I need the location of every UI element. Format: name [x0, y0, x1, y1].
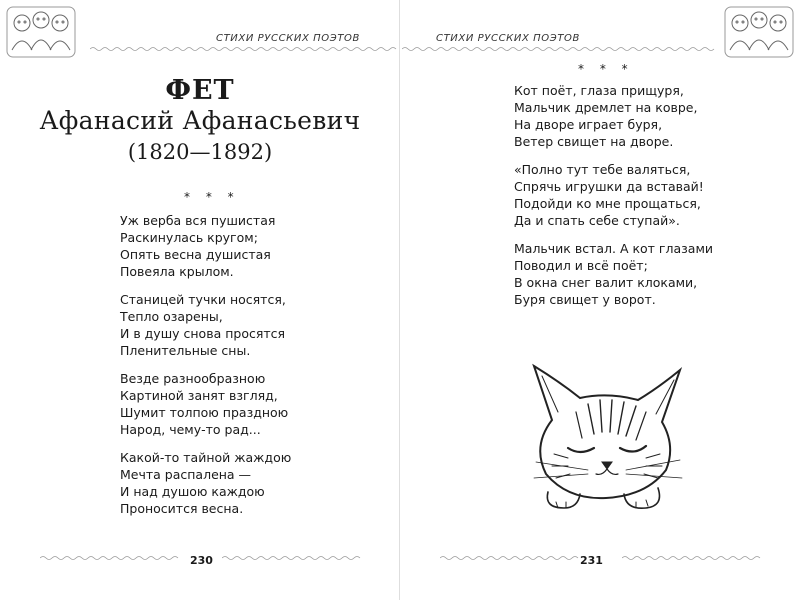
author-surname: ФЕТ [165, 75, 235, 106]
poem-line: Какой-то тайной жаждою [120, 450, 292, 465]
poem-separator-stars: * * * [578, 62, 634, 76]
stanza [120, 449, 291, 517]
stanza [514, 240, 713, 308]
poem-line: И в душу снова просятся [120, 326, 286, 341]
stanza [120, 370, 291, 438]
header-wave-divider [402, 46, 717, 52]
footer-wave-left [440, 555, 580, 561]
poem-line: Буря свищет у ворот. [514, 292, 656, 307]
poem-line: Поводил и всё поёт; [514, 258, 648, 273]
poem-line: Шумит толпою праздною [120, 405, 289, 420]
stanza [514, 161, 713, 229]
poem-line: Тепло озарены, [120, 309, 223, 324]
poem-line: Кот поёт, глаза прищуря, [514, 83, 684, 98]
footer-wave-right [222, 555, 362, 561]
author-years: (1820—1892) [127, 140, 273, 164]
sleeping-kitten-illustration [518, 342, 686, 512]
children-emblem-icon [6, 6, 76, 58]
poem-line: Подойди ко мне прощаться, [514, 196, 701, 211]
poem-line: На дворе играет буря, [514, 117, 663, 132]
author-name: Афанасий Афанасьевич [39, 106, 361, 135]
poem-line: «Полно тут тебе валяться, [514, 162, 691, 177]
poem-line: Спрячь игрушки да вставай! [514, 179, 704, 194]
poem-line: Да и спать себе ступай». [514, 213, 680, 228]
poem-line: Станицей тучки носятся, [120, 292, 286, 307]
stanza [514, 82, 713, 150]
poem-line: В окна снег валит клоками, [514, 275, 698, 290]
poem-verba [120, 212, 291, 528]
stanza [120, 212, 291, 280]
poem-line: И над душою каждою [120, 484, 265, 499]
running-head: СТИХИ РУССКИХ ПОЭТОВ [436, 33, 580, 44]
footer-wave-right [622, 555, 762, 561]
poem-line: Раскинулась кругом; [120, 230, 258, 245]
poem-line: Уж верба вся пушистая [120, 213, 276, 228]
poem-line: Мальчик встал. А кот глазами [514, 241, 714, 256]
poem-line: Мечта распалена — [120, 467, 252, 482]
page-number: 230 [190, 554, 213, 567]
poem-line: Картиной занят взгляд, [120, 388, 278, 403]
running-head: СТИХИ РУССКИХ ПОЭТОВ [216, 33, 360, 44]
poem-line: Народ, чему-то рад... [120, 422, 261, 437]
poem-line: Повеяла крылом. [120, 264, 234, 279]
poem-line: Опять весна душистая [120, 247, 271, 262]
right-page [400, 0, 800, 600]
children-emblem-icon [724, 6, 794, 58]
stanza [120, 291, 291, 359]
poem-line: Пленительные сны. [120, 343, 251, 358]
poem-kot [514, 82, 713, 319]
poem-line: Мальчик дремлет на ковре, [514, 100, 698, 115]
poem-line: Проносится весна. [120, 501, 244, 516]
footer-wave-left [40, 555, 180, 561]
page-number: 231 [580, 554, 603, 567]
poem-line: Ветер свищет на дворе. [514, 134, 674, 149]
poem-line: Везде разнообразною [120, 371, 266, 386]
poem-separator-stars: * * * [184, 190, 240, 204]
header-wave-divider [90, 46, 400, 52]
